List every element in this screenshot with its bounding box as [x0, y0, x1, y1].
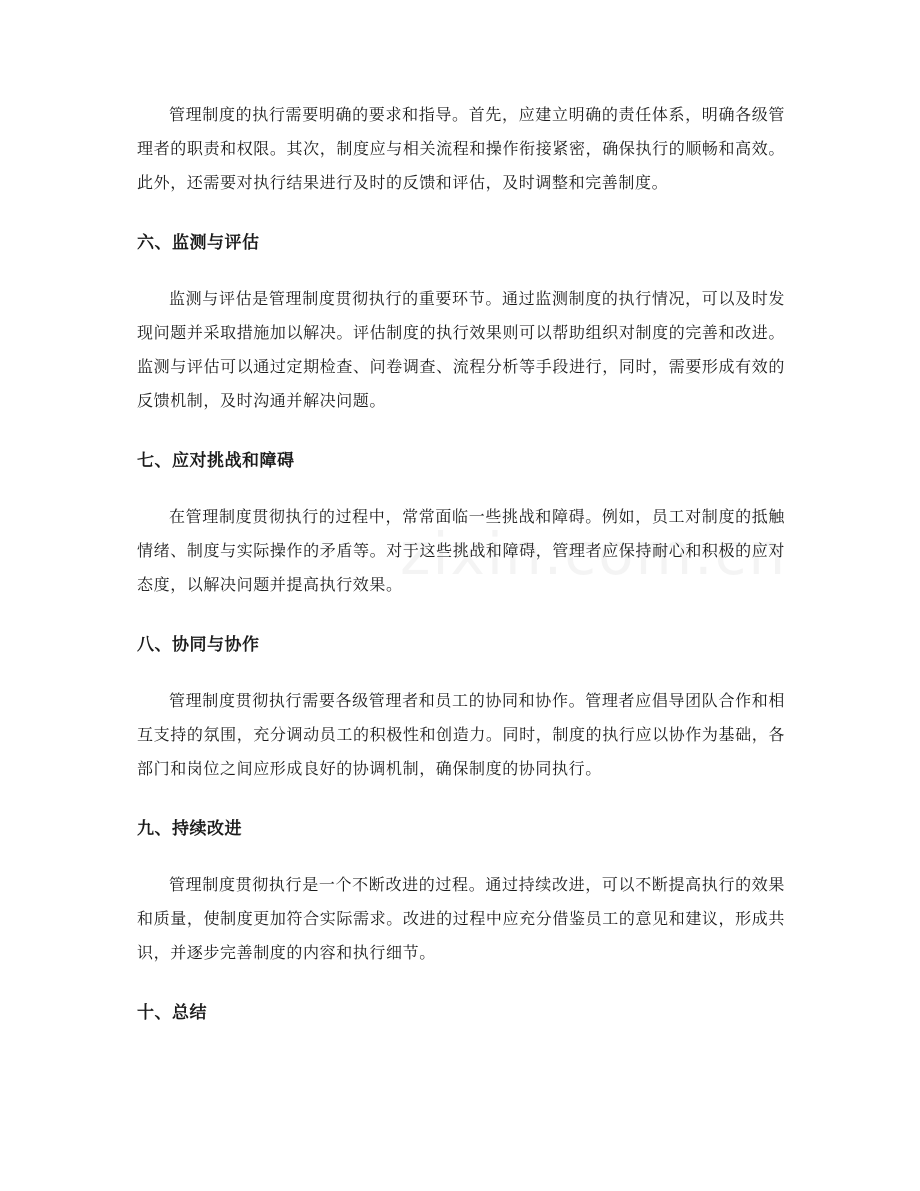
- section-paragraph-improvement: 管理制度贯彻执行是一个不断改进的过程。通过持续改进，可以不断提高执行的效果和质量，使制度更加符合实际需求。改进的过程中应充分借鉴员工的意见和建议，形成共识，并逐步完善制度的内容和执行细节。: [137, 875, 785, 962]
- section-paragraph-collaboration: 管理制度贯彻执行需要各级管理者和员工的协同和协作。管理者应倡导团队合作和相互支持的氛围，充分调动员工的积极性和创造力。同时，制度的执行应以协作为基础，各部门和岗位之间应形成良好的协调机制，确保制度的协同执行。: [137, 691, 785, 778]
- section-heading-improvement: 九、持续改进: [137, 819, 242, 839]
- section-heading-summary: 十、总结: [137, 1003, 207, 1023]
- intro-paragraph: 管理制度的执行需要明确的要求和指导。首先，应建立明确的责任体系，明确各级管理者的职责和权限。其次，制度应与相关流程和操作衔接紧密，确保执行的顺畅和高效。此外，还需要对执行结果进行及时的反馈和评估，及时调整和完善制度。: [137, 105, 785, 192]
- document-body: [137, 98, 785, 1030]
- section-heading-challenges: 七、应对挑战和障碍: [137, 451, 295, 471]
- section-heading-collaboration: 八、协同与协作: [137, 635, 260, 655]
- section-heading-monitoring: 六、监测与评估: [137, 233, 260, 253]
- section-paragraph-monitoring: 监测与评估是管理制度贯彻执行的重要环节。通过监测制度的执行情况，可以及时发现问题并采取措施加以解决。评估制度的执行效果则可以帮助组织对制度的完善和改进。监测与评估可以通过定期检查、问卷调查、流程分析等手段进行，同时，需要形成有效的反馈机制，及时沟通并解决问题。: [137, 289, 785, 410]
- section-paragraph-challenges: 在管理制度贯彻执行的过程中，常常面临一些挑战和障碍。例如，员工对制度的抵触情绪、制度与实际操作的矛盾等。对于这些挑战和障碍，管理者应保持耐心和积极的应对态度，以解决问题并提高执行效果。: [137, 507, 785, 594]
